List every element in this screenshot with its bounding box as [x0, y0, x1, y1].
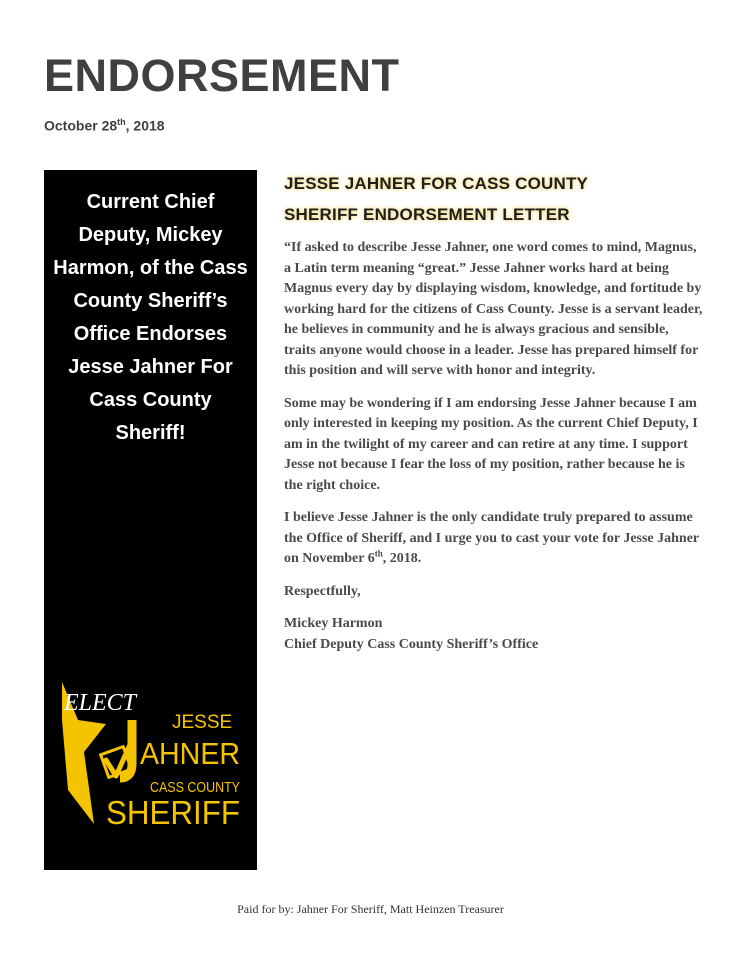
letter-body [284, 168, 704, 655]
paragraph-3-ordinal: th [374, 548, 383, 559]
signature-name: Mickey Harmon [284, 616, 383, 631]
date-year: , 2018 [125, 117, 165, 134]
signature-title: Chief Deputy Cass County Sheriff’s Office [284, 636, 539, 652]
document-date [44, 117, 165, 134]
page-title: ENDORSEMENT [44, 50, 400, 101]
sidebar-panel [44, 170, 257, 870]
headline-line-2: SHERIFF ENDORSEMENT LETTER [284, 205, 570, 224]
jahner-campaign-logo [58, 680, 248, 830]
paragraph-3-text: I believe Jesse Jahner is the only candidate truly prepared to assume the Office of Sheriff, and I urge you to cast your vote for Jesse Jahner on November 6 [284, 510, 699, 566]
paid-for-disclaimer: Paid for by: Jahner For Sheriff, Matt Heinzen Treasurer [237, 902, 504, 916]
logo-first-name: JESSE [172, 712, 233, 733]
logo-office: SHERIFF [106, 794, 240, 830]
paragraph-3-year: , 2018. [382, 551, 422, 566]
headline-line-1: JESSE JAHNER FOR CASS COUNTY [284, 174, 589, 193]
logo-elect-text: ELECT [64, 690, 137, 716]
letter-headline [284, 168, 704, 230]
logo-county: CASS COUNTY [150, 779, 240, 796]
logo-last-name: AHNER [140, 736, 240, 771]
date-month-day: October 28 [44, 117, 118, 134]
sidebar-endorsement-text: Current Chief Deputy, Mickey Harmon, of the Cass County Sheriff’s Office Endorses Jesse Jahner For Cass County Sheriff! [53, 191, 248, 444]
letter-paragraph-1: “If asked to describe Jesse Jahner, one word comes to mind, Magnus, a Latin term meaning “great.” Jesse Jahner works hard at being Magnus every day by displaying wisdom, knowledge, and fortitude by working hard for the citizens of Cass County. Jesse is a servant leader, he believes in community and he is always gracious and sensible, traits anyone would choose in a leader. Jesse has prepared himself for this position and will serve with honor and integrity. [284, 240, 703, 378]
letter-paragraph-2: Some may be wondering if I am endorsing Jesse Jahner because I am only interested in keeping my position. As the current Chief Deputy, I am in the twilight of my career and can retire at any time. I support Jesse not because I fear the loss of my position, rather because he is the right choice. [284, 395, 698, 493]
date-ordinal-suffix: th [117, 117, 126, 127]
letter-closing: Respectfully, [284, 583, 361, 599]
letter-paragraph-3 [284, 508, 704, 570]
